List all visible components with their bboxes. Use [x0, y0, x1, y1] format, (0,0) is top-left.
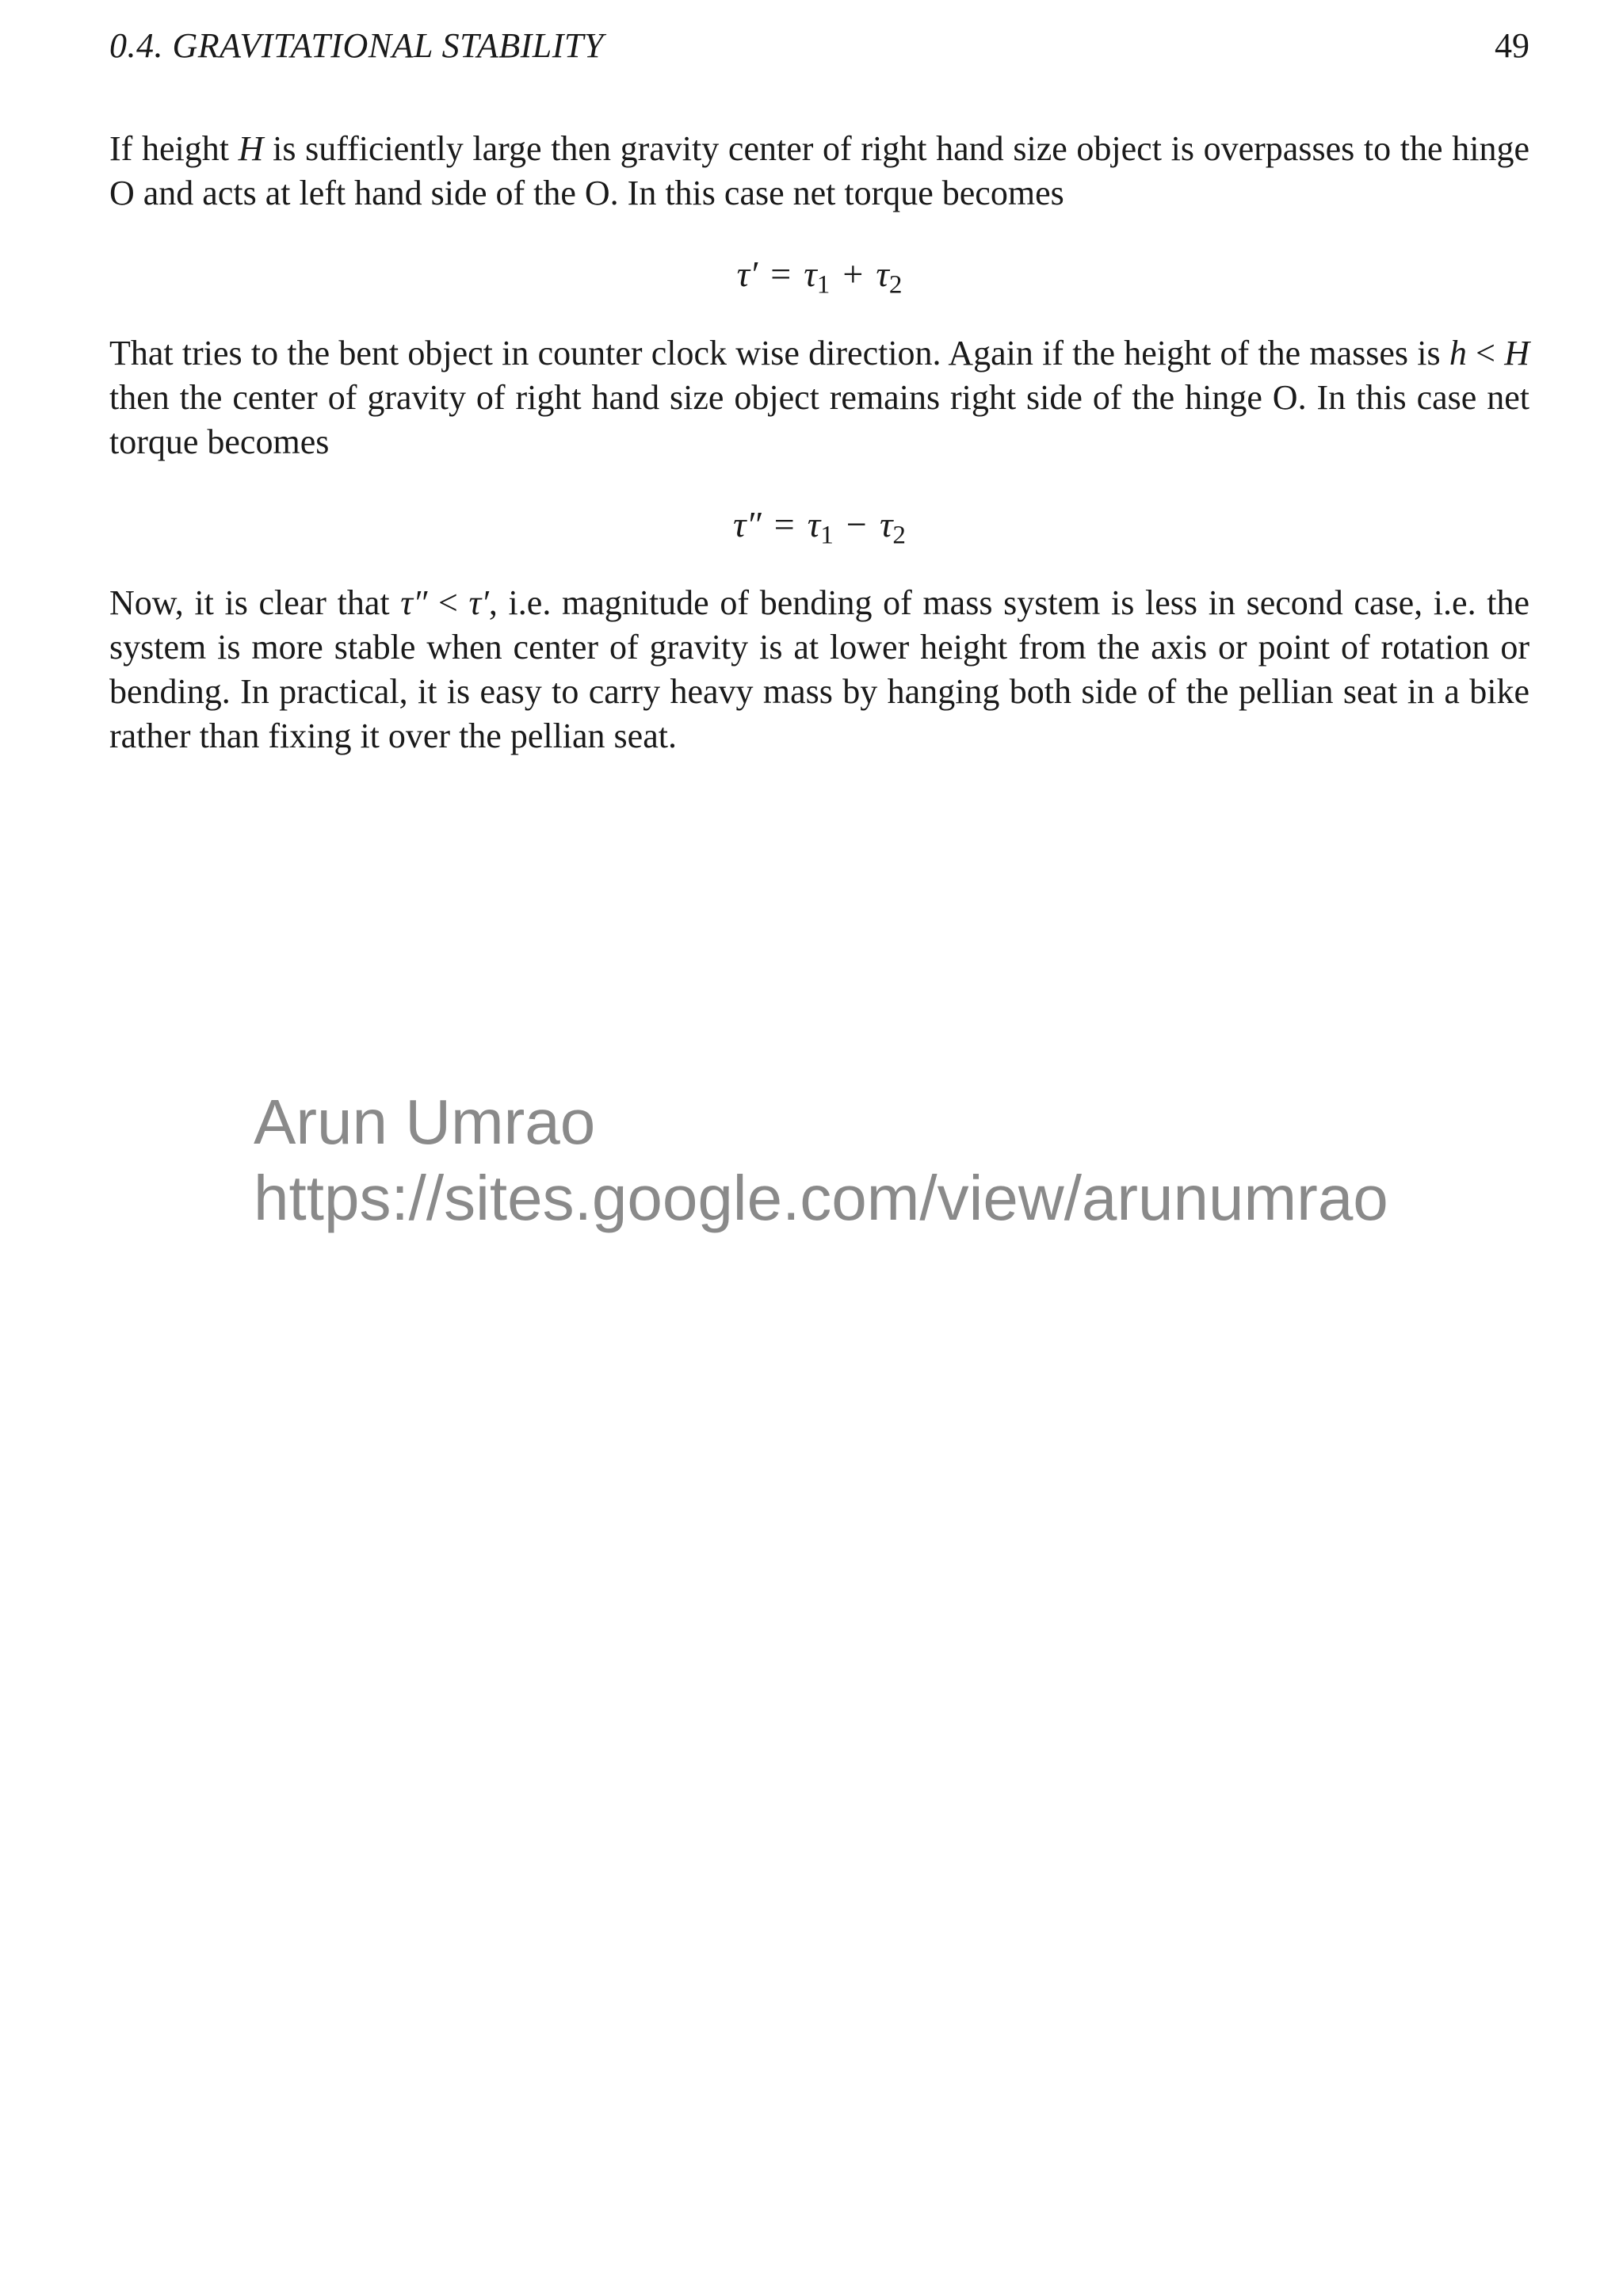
watermark	[254, 1084, 1388, 1236]
paragraph-1	[109, 127, 1529, 216]
paragraph-text: Now, it is clear that	[109, 583, 401, 622]
paragraph-text: That tries to the bent object in counter clock wise direction. Again if the height of the masses is	[109, 334, 1449, 372]
equation-1	[109, 250, 1529, 298]
equation-subscript: 1	[820, 520, 834, 550]
equals-sign: =	[773, 504, 795, 544]
math-variable: τ′	[468, 583, 489, 622]
equation-subscript: 1	[816, 269, 831, 300]
equation-operator: +	[842, 254, 864, 294]
equation-lhs: τ″	[733, 504, 762, 544]
paragraph-text: is sufficiently large then gravity center of right hand size object is overpasses to the hinge O and acts at left hand side of the O. In this case net torque becomes	[109, 129, 1529, 212]
equation-operator: −	[846, 504, 867, 544]
equation-term: τ	[876, 254, 889, 294]
equation-lhs: τ′	[736, 254, 758, 294]
equation-term: τ	[804, 254, 817, 294]
paragraph-text: , i.e. magnitude of bending of mass system is less in second case, i.e. the system is more stable when center of gravity is at lower height from the axis or point of rotation or bending. In practical, it is easy to carry heavy mass by hanging both side of the pellian seat in a bike rather than fixing it over the pellian seat.	[109, 583, 1529, 755]
equation-2	[109, 501, 1529, 548]
equation-subscript: 2	[888, 269, 903, 300]
watermark-url: https://sites.google.com/view/arunumrao	[254, 1163, 1388, 1233]
equation-term: τ	[879, 504, 893, 544]
equals-sign: =	[770, 254, 792, 294]
math-operator: <	[1466, 334, 1505, 372]
paragraph-text: If height	[109, 129, 239, 168]
watermark-name: Arun Umrao	[254, 1087, 596, 1157]
paragraph-3	[109, 581, 1529, 758]
equation-subscript: 2	[892, 520, 906, 550]
equation-term: τ	[807, 504, 821, 544]
section-title: 0.4. GRAVITATIONAL STABILITY	[109, 26, 604, 65]
math-variable: τ″	[400, 583, 428, 622]
math-variable: H	[1504, 334, 1529, 372]
math-operator: <	[427, 583, 469, 622]
paragraph-2	[109, 331, 1529, 464]
math-variable: H	[238, 129, 264, 168]
page-number: 49	[1495, 26, 1529, 65]
paragraph-text: then the center of gravity of right hand size object remains right side of the hinge O. In this case net torque becomes	[109, 378, 1529, 461]
math-variable: h	[1449, 334, 1467, 372]
running-header	[109, 22, 1529, 70]
